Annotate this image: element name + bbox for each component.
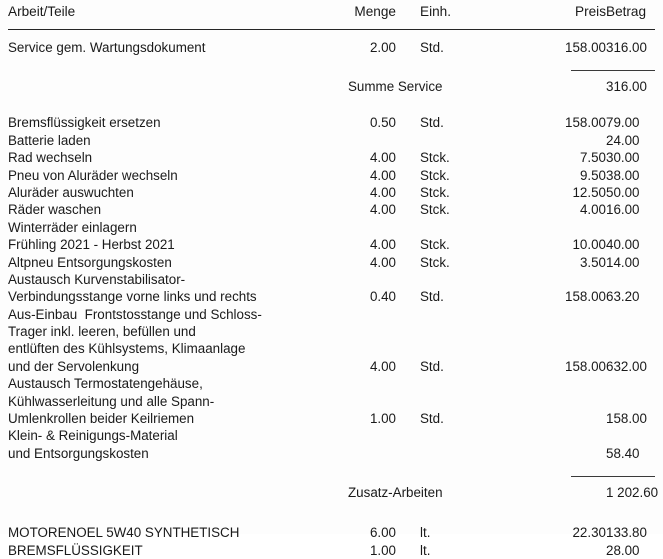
row-description: Austausch Kurvenstabilisator- — [8, 271, 186, 287]
row-description: und der Servolenkung — [8, 358, 140, 374]
row-price: 7.50 — [579, 150, 606, 166]
row-amount: 58.40 — [606, 445, 640, 461]
service-subtotal-label: Summe Service — [348, 79, 443, 95]
table-row — [0, 427, 663, 444]
row-price: 12.50 — [572, 184, 606, 200]
row-quantity: 4.00 — [369, 202, 396, 218]
row-description: Bremsflüssigkeit ersetzen — [8, 115, 161, 131]
row-quantity: 4.00 — [369, 358, 396, 374]
row-price — [486, 219, 606, 236]
table-row — [0, 445, 663, 462]
row-amount: 158.00 — [606, 411, 647, 427]
row-description: Frühling 2021 - Herbst 2021 — [8, 237, 175, 253]
row-amount — [606, 323, 607, 340]
row-quantity: 0.40 — [369, 289, 396, 305]
row-description: Service gem. Wartungsdokument — [8, 40, 206, 55]
row-amount: 24.00 — [606, 132, 640, 148]
row-description: Pneu von Aluräder wechseln — [8, 167, 178, 183]
row-price: 158.00 — [565, 40, 606, 55]
row-price — [486, 340, 606, 357]
additional-works-section — [0, 114, 663, 462]
table-row — [0, 254, 663, 271]
service-rule-gap — [0, 56, 663, 70]
row-price — [486, 271, 606, 288]
row-unit: lt. — [420, 542, 431, 558]
row-quantity — [344, 427, 410, 444]
row-unit — [410, 323, 486, 340]
row-unit: Stck. — [420, 237, 450, 253]
row-description: Räder waschen — [8, 202, 102, 218]
row-unit: Std. — [420, 289, 444, 305]
service-subtotal-row — [0, 77, 663, 96]
row-amount: 316.00 — [606, 40, 647, 55]
post-header-gap — [0, 30, 663, 39]
row-description: und Entsorgungskosten — [8, 445, 149, 461]
row-unit — [410, 306, 486, 323]
row-description: BREMSFLÜSSIGKEIT — [8, 542, 143, 558]
row-amount: 40.00 — [606, 237, 640, 253]
row-unit: Std. — [420, 411, 444, 427]
table-row — [0, 393, 663, 410]
row-unit: Stck. — [420, 202, 450, 218]
row-price: 3.50 — [579, 254, 606, 270]
materials-section — [0, 524, 663, 559]
column-header-unit: Einh. — [420, 4, 451, 19]
table-header-row — [0, 0, 663, 24]
row-amount — [606, 375, 607, 392]
additional-rule-gap — [0, 462, 663, 476]
row-description: Kühlwasserleitung und alle Spann- — [8, 393, 215, 409]
table-row — [0, 149, 663, 166]
row-unit: Stck. — [420, 184, 450, 200]
table-row — [0, 132, 663, 149]
row-unit: lt. — [420, 525, 431, 541]
table-row — [0, 39, 663, 56]
row-description: Austausch Termostatengehäuse, — [8, 376, 203, 392]
row-description: Winterräder einlagern — [8, 219, 137, 235]
row-unit: Std. — [420, 40, 444, 55]
additional-subtotal-rule-wrap — [0, 476, 663, 478]
row-amount: 38.00 — [606, 167, 640, 183]
table-row — [0, 542, 663, 559]
row-quantity: 4.00 — [369, 237, 396, 253]
row-price: 9.50 — [579, 167, 606, 183]
row-description: Klein- & Reinigungs-Material — [8, 428, 178, 444]
row-amount — [606, 306, 607, 323]
table-row — [0, 167, 663, 184]
service-subtotal-rule-wrap — [0, 70, 663, 72]
table-row — [0, 340, 663, 357]
row-amount: 16.00 — [606, 202, 640, 218]
row-quantity: 1.00 — [369, 542, 396, 558]
row-quantity — [344, 271, 410, 288]
row-amount — [606, 340, 607, 357]
row-quantity — [344, 445, 410, 462]
row-price — [486, 323, 606, 340]
table-row — [0, 323, 663, 340]
row-description: Umlenkrollen beider Keilriemen — [8, 411, 195, 427]
row-unit — [410, 375, 486, 392]
row-amount — [606, 427, 607, 444]
row-unit — [410, 445, 486, 462]
service-subtotal-amount: 316.00 — [606, 79, 647, 95]
row-quantity: 0.50 — [369, 115, 396, 131]
row-description: Trager inkl. leeren, befüllen und — [8, 324, 196, 340]
column-header-amount: Betrag — [606, 4, 647, 19]
row-unit: Std. — [420, 358, 444, 374]
service-subtotal-rule — [571, 70, 655, 71]
row-quantity: 4.00 — [369, 184, 396, 200]
row-quantity — [344, 323, 410, 340]
row-quantity: 4.00 — [369, 150, 396, 166]
row-amount — [606, 271, 607, 288]
row-quantity — [344, 306, 410, 323]
row-price — [486, 306, 606, 323]
table-row — [0, 219, 663, 236]
row-unit — [410, 393, 486, 410]
table-row — [0, 184, 663, 201]
row-amount: 79.00 — [606, 115, 640, 131]
row-quantity: 6.00 — [369, 525, 396, 541]
row-price: 158.00 — [565, 289, 606, 305]
row-description: entlüften des Kühlsystems, Klimaanlage — [8, 341, 246, 357]
row-quantity — [344, 375, 410, 392]
row-amount: 63.20 — [606, 289, 640, 305]
row-description: Rad wechseln — [8, 150, 93, 166]
row-price — [486, 393, 606, 410]
row-amount: 632.00 — [606, 358, 647, 374]
additional-subtotal-row — [0, 483, 663, 502]
row-price — [486, 427, 606, 444]
row-quantity: 4.00 — [369, 167, 396, 183]
table-row — [0, 201, 663, 218]
table-row — [0, 271, 663, 288]
table-row — [0, 375, 663, 392]
row-quantity — [344, 393, 410, 410]
row-quantity: 2.00 — [369, 40, 396, 55]
row-price: 158.00 — [565, 358, 606, 374]
row-price: 158.00 — [565, 115, 606, 131]
row-amount: 133.80 — [606, 525, 647, 541]
row-unit: Std. — [420, 115, 444, 131]
row-amount: 14.00 — [606, 254, 640, 270]
row-description: MOTORENOEL 5W40 SYNTHETISCH — [8, 525, 240, 541]
table-row — [0, 358, 663, 375]
row-amount: 28.00 — [606, 542, 640, 558]
row-amount: 30.00 — [606, 150, 640, 166]
additional-subtotal-label: Zusatz-Arbeiten — [348, 485, 443, 501]
row-price: 10.00 — [572, 237, 606, 253]
row-unit — [410, 427, 486, 444]
row-description: Aluräder auswuchten — [8, 184, 134, 200]
row-amount — [606, 219, 607, 236]
row-unit — [410, 340, 486, 357]
table-row — [0, 524, 663, 541]
row-unit: Stck. — [420, 167, 450, 183]
header-divider-rule — [8, 29, 655, 30]
row-unit — [410, 132, 486, 149]
row-quantity: 4.00 — [369, 254, 396, 270]
row-unit — [410, 271, 486, 288]
table-row — [0, 236, 663, 253]
column-header-description: Arbeit/Teile — [8, 4, 76, 19]
row-unit: Stck. — [420, 254, 450, 270]
row-unit — [410, 219, 486, 236]
additional-subtotal-amount: 1 202.60 — [606, 485, 659, 501]
row-price: 4.00 — [579, 202, 606, 218]
table-row — [0, 306, 663, 323]
row-description: Batterie laden — [8, 132, 91, 148]
table-row — [0, 114, 663, 131]
row-description: Verbindungsstange vorne links und rechts — [8, 289, 257, 305]
row-unit: Stck. — [420, 150, 450, 166]
column-header-price: Preis — [575, 4, 606, 19]
row-quantity — [344, 132, 410, 149]
row-amount — [606, 393, 607, 410]
row-description: Aus-Einbau Frontstosstange und Schloss- — [8, 306, 262, 322]
row-quantity: 1.00 — [369, 411, 396, 427]
row-price: 22.30 — [572, 525, 606, 541]
column-header-quantity: Menge — [354, 4, 396, 19]
row-quantity — [344, 340, 410, 357]
additional-subtotal-rule — [571, 476, 655, 477]
row-quantity — [344, 219, 410, 236]
row-price — [486, 375, 606, 392]
row-amount: 50.00 — [606, 184, 640, 200]
table-row — [0, 410, 663, 427]
table-row — [0, 288, 663, 305]
service-section — [0, 39, 663, 96]
row-description: Altpneu Entsorgungskosten — [8, 254, 172, 270]
